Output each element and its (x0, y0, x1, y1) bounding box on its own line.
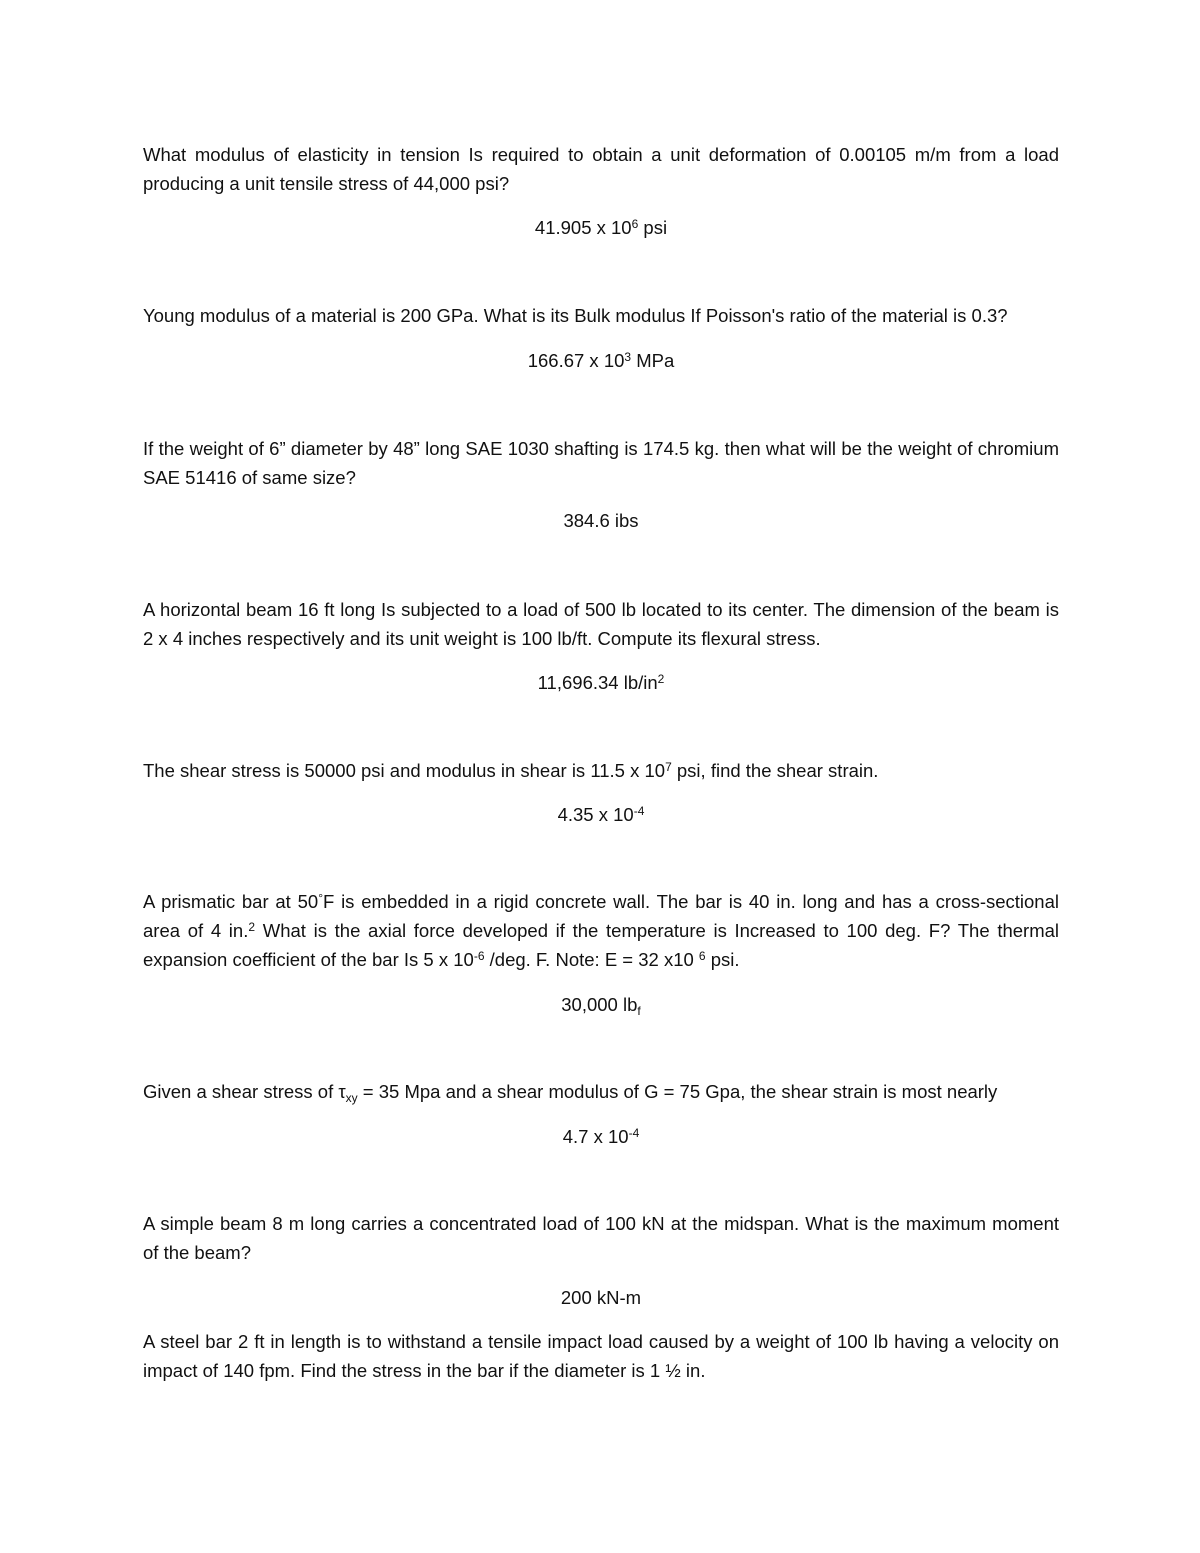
answer-7: 4.7 x $10^{-4}$ (562, 1126, 640, 1147)
question-5: The shear stress is 50000 psi and modulus in shear is 11.5 x $10^7$ psi, find the shear strain. (143, 760, 879, 781)
question-6: A prismatic bar at 50°F is embedded in a rigid concrete wall. The bar is 40 in. long and has a cross-sectional area of 4 in.$^2$ What is the axial force developed if the temperature is Increased to 100 deg. F? The thermal expansion coefficient of the bar Is 5 x $10^{-6}$ /deg. F. Note: E = 32 x10 $^6$ psi. (143, 891, 1060, 970)
answer-2: 166.67 x $10^3$ MPa (527, 350, 675, 371)
answer-3: 384.6 ibs (563, 510, 639, 531)
answer-1: 41.905 x $10^6$ psi (534, 217, 668, 238)
question-2: Young modulus of a material is 200 GPa. What is its Bulk modulus If Poisson's ratio of the material is 0.3? (143, 305, 1008, 326)
answer-6: 30,000 $lb_f$ (561, 994, 641, 1018)
answer-4: 11,696.34 $lb/in^2$ (537, 672, 665, 693)
answer-8: 200 kN-m (560, 1287, 642, 1308)
question-3: If the weight of 6” diameter by 48” long SAE 1030 shafting is 174.5 kg. then what will be the weight of chromium SAE 51416 of same size? (143, 438, 1059, 488)
question-7: Given a shear stress of $\tau_{xy} = 35$ Mpa and a shear modulus of G = 75 Gpa, the shear strain is most nearly (143, 1081, 998, 1105)
answer-5: 4.35 x $10^{-4}$ (557, 804, 645, 825)
question-9: A steel bar 2 ft in length is to withstand a tensile impact load caused by a weight of 100 lb having a velocity on impact of 140 fpm. Find the stress in the bar if the diameter is 1 ½ in. (143, 1331, 1059, 1381)
question-8: A simple beam 8 m long carries a concentrated load of 100 kN at the midspan. What is the maximum moment of the beam? (143, 1213, 1059, 1263)
question-1: What modulus of elasticity in tension Is required to obtain a unit deformation of 0.00105 m/m from a load producing a unit tensile stress of 44,000 psi? (143, 144, 1059, 194)
question-4: A horizontal beam 16 ft long Is subjected to a load of 500 lb located to its center. The dimension of the beam is 2 x 4 inches respectively and its unit weight is 100 lb/ft. Compute its flexural stress. (143, 599, 1059, 649)
